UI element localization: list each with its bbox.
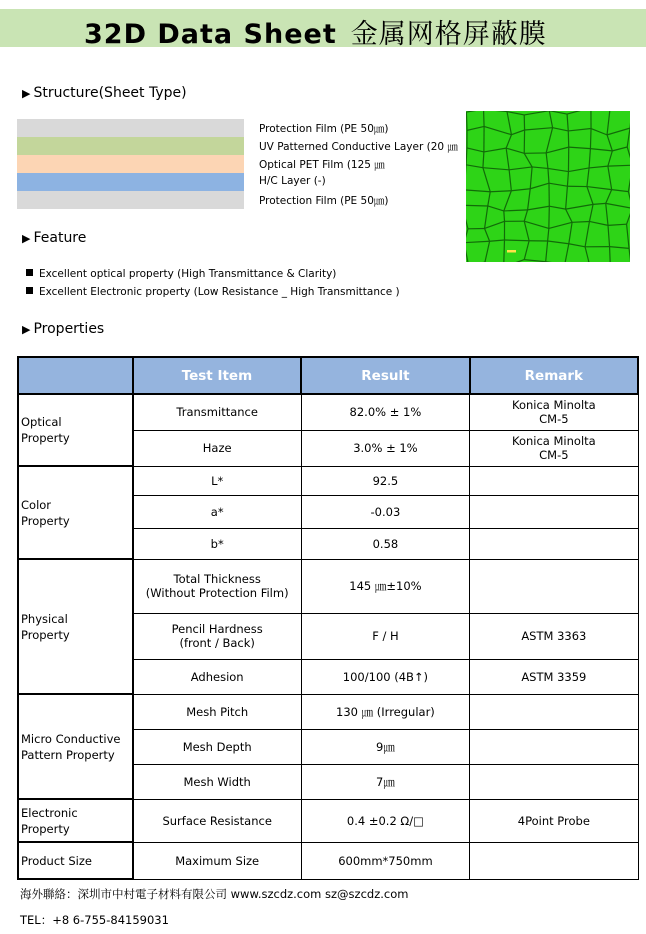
- category-line: Color: [21, 497, 52, 512]
- result-cell: 82.0% ± 1%: [301, 394, 470, 430]
- category-line: Optical: [21, 415, 62, 429]
- remark-cell: [470, 559, 638, 613]
- test-item-cell: [133, 528, 301, 559]
- layer-label: Optical PET Film (125 ㎛: [259, 159, 385, 171]
- category-line: Pattern Property: [21, 747, 115, 762]
- remark-line: CM-5: [539, 412, 569, 427]
- layer-label: Protection Film (PE 50㎛): [259, 195, 389, 207]
- properties-table: [17, 356, 639, 880]
- category-cell: [18, 694, 133, 799]
- test-item-cell: [133, 659, 301, 694]
- test-item-cell: [133, 842, 301, 879]
- test-item-cell: [133, 729, 301, 764]
- title-cjk: 金属网格屏蔽膜: [350, 19, 547, 50]
- test-item-line: Haze: [202, 441, 232, 455]
- layer-stack: [17, 119, 244, 209]
- feature-item: Excellent Electronic property (Low Resistance _ High Transmittance ): [26, 286, 400, 298]
- result-cell: 92.5: [301, 466, 470, 495]
- table-row: [18, 842, 638, 879]
- structure-heading: ▶ Structure(Sheet Type): [22, 85, 187, 101]
- test-item-cell: [133, 694, 301, 729]
- test-item-line: Adhesion: [190, 669, 244, 684]
- remark-line: Konica Minolta: [511, 434, 596, 448]
- remark-line: 4Point Probe: [517, 813, 590, 828]
- test-item-cell: [133, 559, 301, 613]
- test-item-line: Total Thickness: [173, 572, 261, 586]
- table-row: [18, 466, 638, 495]
- remark-line: Konica Minolta: [511, 398, 596, 413]
- category-cell: [18, 466, 133, 559]
- result-cell: 9㎛: [301, 729, 470, 764]
- result-cell: 145 ㎛±10%: [301, 559, 470, 613]
- triangle-bullet-icon: ▶: [22, 232, 31, 245]
- table-row: [18, 559, 638, 613]
- properties-heading: ▶ Properties: [22, 321, 105, 337]
- layer-band: [17, 191, 244, 209]
- category-line: Property: [21, 431, 70, 445]
- test-item-cell: [133, 430, 301, 466]
- test-item-cell: [133, 495, 301, 528]
- remark-cell: [470, 430, 638, 466]
- layer-band: [17, 155, 244, 173]
- result-cell: 3.0% ± 1%: [301, 430, 470, 466]
- test-item-cell: [133, 764, 301, 799]
- category-line: Product Size: [21, 853, 92, 868]
- square-bullet-icon: [26, 287, 33, 294]
- result-cell: 130 ㎛ (Irregular): [301, 694, 470, 729]
- category-line: Electronic: [21, 805, 78, 820]
- footer-tel: TEL：+8 6-755-84159031: [20, 913, 169, 927]
- result-cell: 600mm*750mm: [301, 842, 470, 879]
- layer-label: H/C Layer (-): [259, 175, 326, 187]
- result-cell: 0.4 ±0.2 Ω/□: [301, 799, 470, 842]
- result-cell: -0.03: [301, 495, 470, 528]
- layer-band: [17, 137, 244, 155]
- table-row: [18, 394, 638, 430]
- test-item-line: Mesh Width: [183, 774, 251, 789]
- test-item-line: (front / Back): [179, 636, 255, 650]
- feature-item: Excellent optical property (High Transmittance & Clarity): [26, 268, 336, 280]
- footer-contact: 海外聯絡：深圳市中村電子材料有限公司 www.szcdz.com sz@szcdz.com: [20, 887, 409, 901]
- table-header-row: [18, 357, 638, 394]
- test-item-line: L*: [211, 473, 224, 488]
- category-line: Property: [21, 513, 70, 528]
- remark-line: CM-5: [539, 448, 569, 462]
- result-cell: 100/100 (4B↑): [301, 659, 470, 694]
- test-item-line: Mesh Pitch: [186, 704, 249, 719]
- category-line: Micro Conductive: [21, 731, 121, 746]
- test-item-line: Transmittance: [176, 405, 258, 420]
- header-test-item: Test Item: [133, 357, 301, 394]
- test-item-line: b*: [210, 536, 224, 551]
- header-result: Result: [301, 357, 470, 394]
- remark-cell: [470, 842, 638, 879]
- header-remark: Remark: [470, 357, 638, 394]
- test-item-cell: [133, 466, 301, 495]
- result-cell: F / H: [301, 613, 470, 659]
- remark-line: ASTM 3359: [521, 669, 587, 684]
- category-cell: [18, 394, 133, 466]
- result-cell: 7㎛: [301, 764, 470, 799]
- remark-cell: [470, 799, 638, 842]
- category-cell: [18, 842, 133, 879]
- triangle-bullet-icon: ▶: [22, 87, 31, 100]
- layer-band: [17, 119, 244, 137]
- table-row: [18, 799, 638, 842]
- test-item-line: (Without Protection Film): [145, 586, 289, 600]
- table-row: [18, 694, 638, 729]
- category-line: Physical: [21, 611, 68, 626]
- title-text: 32D Data Sheet: [84, 19, 337, 50]
- remark-cell: [470, 694, 638, 729]
- category-cell: [18, 799, 133, 842]
- layer-label: UV Patterned Conductive Layer (20 ㎛: [259, 141, 458, 153]
- test-item-line: Maximum Size: [175, 853, 260, 868]
- category-cell: [18, 559, 133, 694]
- test-item-line: a*: [210, 504, 224, 519]
- test-item-cell: [133, 799, 301, 842]
- layer-label: Protection Film (PE 50㎛): [259, 123, 389, 135]
- remark-cell: [470, 659, 638, 694]
- test-item-cell: [133, 394, 301, 430]
- remark-line: ASTM 3363: [521, 629, 587, 643]
- test-item-cell: [133, 613, 301, 659]
- test-item-line: Pencil Hardness: [171, 622, 263, 636]
- remark-cell: [470, 495, 638, 528]
- test-item-line: Surface Resistance: [162, 813, 272, 828]
- page-title: [84, 12, 547, 51]
- triangle-bullet-icon: ▶: [22, 323, 31, 336]
- header-blank: [18, 357, 133, 394]
- remark-cell: [470, 394, 638, 430]
- remark-cell: [470, 528, 638, 559]
- remark-cell: [470, 764, 638, 799]
- category-line: Property: [21, 821, 70, 836]
- square-bullet-icon: [26, 269, 33, 276]
- remark-cell: [470, 613, 638, 659]
- result-cell: 0.58: [301, 528, 470, 559]
- remark-cell: [470, 729, 638, 764]
- layer-band: [17, 173, 244, 191]
- test-item-line: Mesh Depth: [182, 739, 252, 754]
- category-line: Property: [21, 627, 70, 642]
- mesh-micrograph-image: [466, 111, 630, 262]
- remark-cell: [470, 466, 638, 495]
- feature-heading: ▶ Feature: [22, 230, 87, 246]
